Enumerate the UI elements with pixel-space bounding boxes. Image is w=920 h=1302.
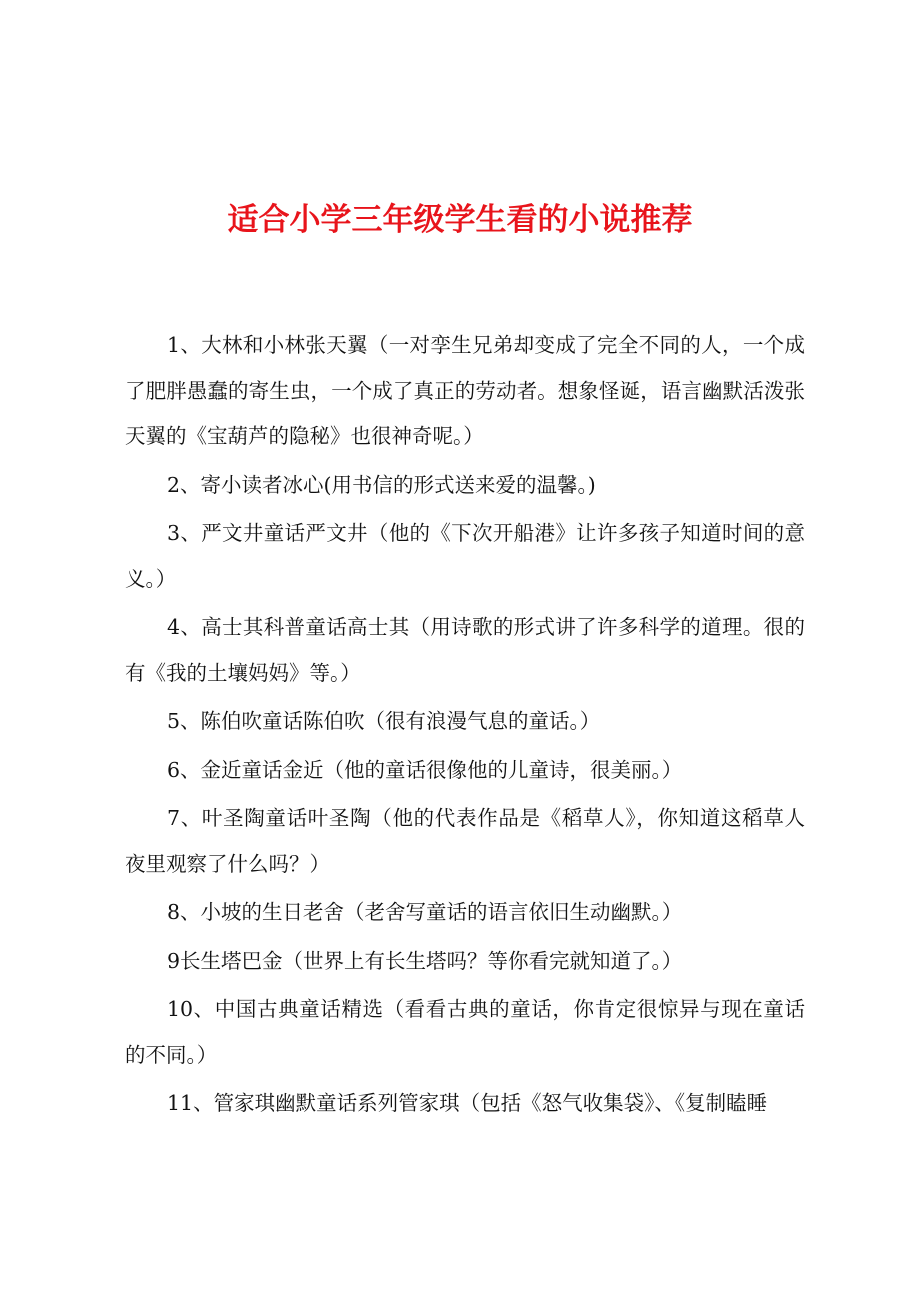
list-item: 2、寄小读者冰心(用书信的形式送来爱的温馨。) xyxy=(167,472,596,497)
list-item: 11、管家琪幽默童话系列管家琪（包括《怒气收集袋》、《复制瞌睡 xyxy=(167,1091,768,1115)
list-item: 10、中国古典童话精选（看看古典的童话，你肯定很惊异与现在童话的不同。） xyxy=(125,997,805,1067)
article-body xyxy=(125,323,805,1130)
list-item: 1、大林和小林张天翼（一对孪生兄弟却变成了完全不同的人，一个成了肥胖愚蠢的寄生虫，一个成了真正的劳动者。想象怪诞，语言幽默活泼张天翼的《宝葫芦的隐秘》也很神奇呢。） xyxy=(125,333,805,448)
list-item: 3、严文井童话严文井（他的《下次开船港》让许多孩子知道时间的意义。） xyxy=(125,521,805,591)
list-item: 9长生塔巴金（世界上有长生塔吗？等你看完就知道了。） xyxy=(167,948,683,973)
list-item: 6、金近童话金近（他的童话很像他的儿童诗，很美丽。） xyxy=(167,757,683,782)
list-item: 5、陈伯吹童话陈伯吹（很有浪漫气息的童话。） xyxy=(167,709,601,733)
page-title: 适合小学三年级学生看的小说推荐 xyxy=(227,202,693,238)
list-item: 4、高士其科普童话高士其（用诗歌的形式讲了许多科学的道理。很的有《我的土壤妈妈》等。） xyxy=(125,615,805,685)
list-item: 7、叶圣陶童话叶圣陶（他的代表作品是《稻草人》，你知道这稻草人夜里观察了什么吗？） xyxy=(125,806,805,876)
list-item: 8、小坡的生日老舍（老舍写童话的语言依旧生动幽默。） xyxy=(167,900,683,924)
